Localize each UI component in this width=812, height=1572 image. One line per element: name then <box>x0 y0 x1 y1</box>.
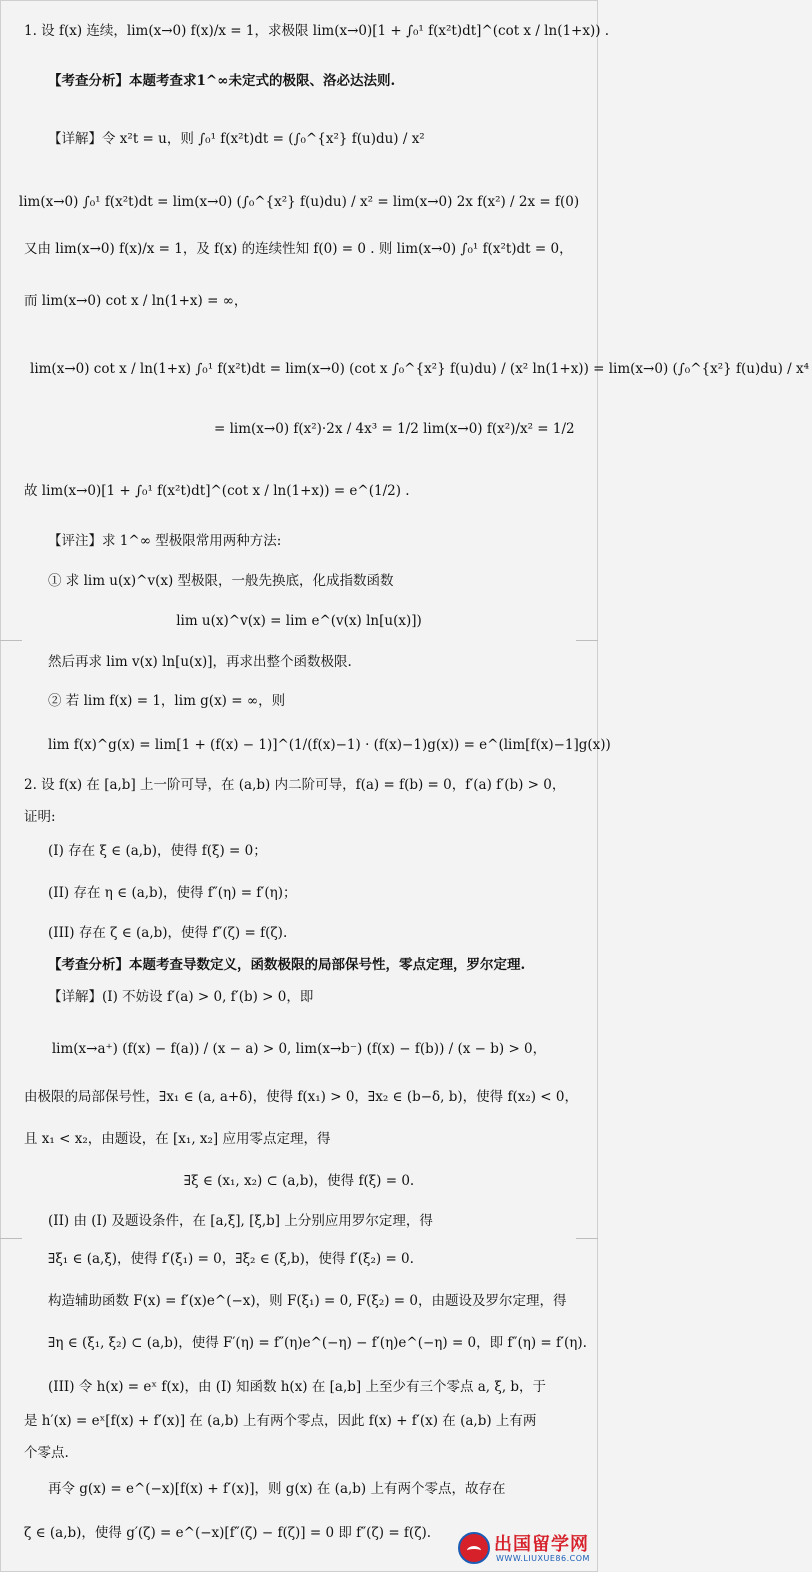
watermark-title: 出国留学网 <box>494 1534 589 1555</box>
solution-2-rolle-points: ∃ξ₁ ∈ (a,ξ)，使得 f′(ξ₁) = 0，∃ξ₂ ∈ (ξ,b)，使得 f′(ξ₂) = 0. <box>48 1251 414 1267</box>
solution-1-limit-integral: lim(x→0) ∫₀¹ f(x²t)dt = lim(x→0) (∫₀^{x²} f(u)du) / x² = lim(x→0) 2x f(x²) / 2x = f(0) <box>18 194 580 210</box>
watermark-url: WWW.LIUXUE86.COM <box>496 1554 590 1563</box>
solution-2-limits: lim(x→a⁺) (f(x) − f(a)) / (x − a) > 0, lim(x→b⁻) (f(x) − f(b)) / (x − b) > 0， <box>51 1041 547 1057</box>
solution-1-f0: 又由 lim(x→0) f(x)/x = 1，及 f(x) 的连续性知 f(0) = 0 . 则 lim(x→0) ∫₀¹ f(x²t)dt = 0， <box>24 241 573 257</box>
problem-1-statement: 1. 设 f(x) 连续，lim(x→0) f(x)/x = 1，求极限 lim(x→0)[1 + ∫₀¹ f(x²t)dt]^(cot x / ln(1+x)) . <box>24 23 610 39</box>
solution-1-substitution: 【详解】令 x²t = u，则 ∫₀¹ f(x²t)dt = (∫₀^{x²} f(u)du) / x² <box>48 131 425 147</box>
solution-2-zeta-result: ζ ∈ (a,b)，使得 g′(ζ) = e^(−x)[f″(ζ) − f(ζ)] = 0 即 f″(ζ) = f(ζ). <box>24 1525 432 1541</box>
solution-2-two-zeros: 个零点. <box>24 1445 69 1461</box>
remark-formula-2: lim f(x)^g(x) = lim[1 + (f(x) − 1)]^(1/(f(x)−1) · (f(x)−1)g(x)) = e^(lim[f(x)−1]g(x)) <box>48 737 611 753</box>
problem-2-part-3: (III) 存在 ζ ∈ (a,b)，使得 f″(ζ) = f(ζ). <box>48 925 288 941</box>
remark-method-1: ① 求 lim u(x)^v(x) 型极限，一般先换底，化成指数函数 <box>48 573 394 589</box>
problem-2-part-2: (II) 存在 η ∈ (a,b)，使得 f″(η) = f′(η)； <box>48 885 297 901</box>
remark-method-1-followup: 然后再求 lim v(x) ln[u(x)]，再求出整个函数极限. <box>48 654 352 670</box>
solution-1-product-limit: lim(x→0) cot x / ln(1+x) ∫₀¹ f(x²t)dt = lim(x→0) (cot x ∫₀^{x²} f(u)du) / (x² ln(1+x)) = lim(x→0) (∫₀^{x²} f(u)du) / x⁴ <box>30 361 810 377</box>
solution-1-result-half: = lim(x→0) f(x²)·2x / 4x³ = 1/2 lim(x→0) f(x²)/x² = 1/2 <box>214 421 575 437</box>
solution-2-eta-result: ∃η ∈ (ξ₁, ξ₂) ⊂ (a,b)，使得 F′(η) = f″(η)e^(−η) − f′(η)e^(−η) = 0，即 f″(η) = f′(η). <box>48 1335 587 1351</box>
remark-method-2: ② 若 lim f(x) = 1，lim g(x) = ∞，则 <box>48 693 286 709</box>
solution-2-sign-preserving: 由极限的局部保号性，∃x₁ ∈ (a, a+δ)，使得 f(x₁) > 0，∃x₂ ∈ (b−δ, b)，使得 f(x₂) < 0， <box>24 1089 579 1105</box>
site-watermark <box>458 1528 594 1568</box>
solution-2-zero-theorem: 且 x₁ < x₂，由题设，在 [x₁, x₂] 应用零点定理，得 <box>24 1131 331 1147</box>
solution-1-cot-limit: 而 lim(x→0) cot x / ln(1+x) = ∞， <box>24 293 248 309</box>
solution-2-part-2-start: (II) 由 (I) 及题设条件，在 [a,ξ], [ξ,b] 上分别应用罗尔定理，得 <box>48 1213 433 1229</box>
remark-title: 【评注】求 1^∞ 型极限常用两种方法: <box>48 533 282 549</box>
problem-2-prove: 证明: <box>24 809 56 825</box>
solution-2-g-function: 再令 g(x) = e^(−x)[f(x) + f′(x)]，则 g(x) 在 (a,b) 上有两个零点，故存在 <box>48 1481 506 1497</box>
watermark-logo-icon <box>458 1532 490 1564</box>
solution-2-start: 【详解】(I) 不妨设 f′(a) > 0, f′(b) > 0，即 <box>48 989 314 1005</box>
solution-2-part-3-start: (III) 令 h(x) = eˣ f(x)，由 (I) 知函数 h(x) 在 [a,b] 上至少有三个零点 a, ξ, b，于 <box>48 1379 547 1395</box>
problem-2-statement: 2. 设 f(x) 在 [a,b] 上一阶可导，在 (a,b) 内二阶可导，f(a) = f(b) = 0，f′(a) f′(b) > 0， <box>24 777 566 793</box>
analysis-1: 【考查分析】本题考查求1^∞未定式的极限、洛必达法则. <box>48 73 396 89</box>
solution-1-conclusion: 故 lim(x→0)[1 + ∫₀¹ f(x²t)dt]^(cot x / ln(1+x)) = e^(1/2) . <box>24 483 410 499</box>
remark-formula-1: lim u(x)^v(x) = lim e^(v(x) ln[u(x)]) <box>176 613 422 629</box>
solution-2-h-prime: 是 h′(x) = eˣ[f(x) + f′(x)] 在 (a,b) 上有两个零点，因此 f(x) + f′(x) 在 (a,b) 上有两 <box>24 1413 537 1429</box>
solution-2-auxiliary-F: 构造辅助函数 F(x) = f′(x)e^(−x)，则 F(ξ₁) = 0, F(ξ₂) = 0，由题设及罗尔定理，得 <box>48 1293 567 1309</box>
page-break-2 <box>0 1238 598 1239</box>
problem-2-part-1: (I) 存在 ξ ∈ (a,b)，使得 f(ξ) = 0； <box>48 843 267 859</box>
page-break <box>0 640 598 641</box>
solution-2-xi-exists: ∃ξ ∈ (x₁, x₂) ⊂ (a,b)，使得 f(ξ) = 0. <box>183 1173 415 1189</box>
analysis-2: 【考查分析】本题考查导数定义，函数极限的局部保号性，零点定理，罗尔定理. <box>48 957 526 973</box>
